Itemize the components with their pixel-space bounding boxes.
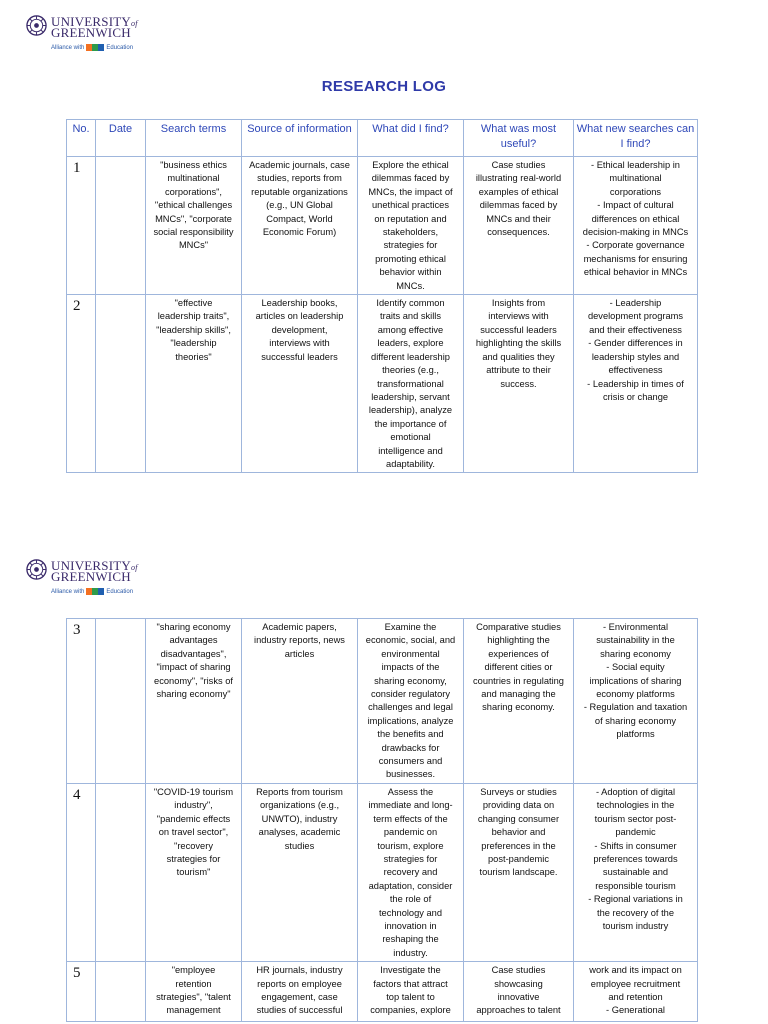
cell-text-line: platforms <box>616 729 655 740</box>
university-name-line1: UNIVERSITY <box>51 558 131 573</box>
cell-text-line: "sharing economy <box>156 622 231 632</box>
table-row <box>67 619 698 784</box>
cell-text-line: implications, analyze <box>367 715 454 726</box>
university-name-line1: UNIVERSITY <box>51 14 131 29</box>
cell-text-line: top talent to <box>386 991 435 1002</box>
cell-text-line: innovative <box>497 991 540 1002</box>
cell-text-line: organizations (e.g., <box>259 800 340 811</box>
cell-text-line: and managing the <box>481 689 556 700</box>
source-cell <box>242 157 358 295</box>
cell-text-line: on reputation and <box>374 213 447 224</box>
page-title: RESEARCH LOG <box>321 78 447 95</box>
header-no: No. <box>67 120 96 157</box>
search-terms-cell <box>146 295 242 473</box>
cell-text-line: studies of successful <box>256 1005 343 1016</box>
cell-text-line: leadership styles and <box>591 351 680 362</box>
fpt-logo-icon <box>86 44 104 51</box>
cell-text-line: disadvantages", <box>160 648 227 659</box>
cell-text-line: and qualities they <box>482 351 555 362</box>
cell-text-line: leadership, servant <box>371 391 450 402</box>
cell-text-line: Examine the <box>384 622 437 632</box>
cell-text-line: countries in regulating <box>473 675 564 686</box>
header-new-searches: What new searches can I find? <box>574 120 698 157</box>
cell-text-line: among effective <box>377 324 444 335</box>
row-number: 3 <box>67 619 96 784</box>
cell-text-line: companies, explore <box>370 1005 451 1016</box>
cell-text-line: technologies in the <box>596 800 675 811</box>
cell-text-line: reports on employee <box>257 978 342 989</box>
cell-text-line: decision-making in MNCs <box>582 227 689 238</box>
cell-text-line: Reports from tourism <box>256 786 343 797</box>
cell-text-line: transformational <box>377 378 444 389</box>
cell-text-line: and retention <box>608 991 663 1002</box>
cell-text-line: reshaping the <box>382 934 439 945</box>
new-searches-cell <box>574 295 698 473</box>
cell-text-line: "leadership skills", <box>156 324 231 335</box>
cell-text-line: retention <box>175 978 212 989</box>
cell-text-line: - Regional variations in <box>588 894 683 905</box>
cell-text-line: - Gender differences in <box>588 338 683 349</box>
cell-text-line: tourism industry <box>602 920 669 931</box>
cell-text-line: successful leaders <box>261 351 338 362</box>
cell-text-line: stakeholders, <box>382 227 439 238</box>
cell-text-line: articles on leadership <box>255 311 344 322</box>
cell-text-line: crisis or change <box>602 391 669 402</box>
useful-cell <box>464 962 574 1022</box>
cell-text-line: "business ethics <box>160 160 227 170</box>
cell-text-line: Assess the <box>387 786 434 797</box>
useful-cell <box>464 295 574 473</box>
new-searches-cell <box>574 619 698 784</box>
university-logo <box>26 558 166 598</box>
cell-text-line: "effective <box>174 298 213 309</box>
cell-text-line: immediate and long- <box>368 800 453 811</box>
cell-text-line: management <box>166 1005 221 1016</box>
cell-text-line: theories" <box>175 351 212 362</box>
cell-text-line: consequences. <box>487 227 550 238</box>
useful-cell <box>464 619 574 784</box>
date-cell <box>96 962 146 1022</box>
cell-text-line: environmental <box>381 648 440 659</box>
cell-text-line: term effects of the <box>373 813 448 824</box>
cell-text-line: Investigate the <box>380 965 441 976</box>
cell-text-line: Academic papers, <box>262 622 337 632</box>
cell-text-line: "employee <box>171 965 216 976</box>
university-name-of: of <box>131 563 138 572</box>
logo-tagline <box>51 44 133 51</box>
table-body <box>67 619 698 1022</box>
fpt-logo-icon <box>86 588 104 595</box>
cell-text-line: analyses, academic <box>258 827 341 838</box>
found-cell <box>358 783 464 961</box>
cell-text-line: Leadership books, <box>261 298 338 309</box>
cell-text-line: social responsibility <box>153 227 234 238</box>
cell-text-line: corporations", <box>164 186 223 197</box>
cell-text-line: pandemic <box>615 827 656 838</box>
cell-text-line: - Shifts in consumer <box>594 840 677 851</box>
university-seal-icon <box>26 559 47 580</box>
research-log-table-continued <box>66 618 698 1022</box>
cell-text-line: technology and <box>378 907 443 918</box>
cell-text-line: sustainability in the <box>596 635 675 646</box>
cell-text-line: multinational <box>609 173 662 184</box>
cell-text-line: MNCs", "corporate <box>155 213 232 224</box>
cell-text-line: behavior within <box>379 267 442 278</box>
cell-text-line: and their effectiveness <box>589 324 682 335</box>
cell-text-line: MNCs. <box>396 280 425 291</box>
header-found: What did I find? <box>358 120 464 157</box>
cell-text-line: Economic Forum) <box>262 227 337 238</box>
cell-text-line: success. <box>500 378 537 389</box>
cell-text-line: - Leadership <box>609 298 662 309</box>
page-1 <box>0 0 768 500</box>
university-seal-icon <box>26 15 47 36</box>
university-name-line2: GREENWICH <box>51 569 131 584</box>
cell-text-line: effectiveness <box>608 365 663 376</box>
cell-text-line: traits and skills <box>380 311 441 322</box>
date-cell <box>96 783 146 961</box>
cell-text-line: the recovery of the <box>597 907 674 918</box>
cell-text-line: challenges and legal <box>368 702 453 713</box>
logo-tagline <box>51 588 133 595</box>
cell-text-line: "pandemic effects <box>156 813 231 824</box>
useful-cell <box>464 783 574 961</box>
cell-text-line: preferences towards <box>593 853 678 864</box>
new-searches-cell <box>574 962 698 1022</box>
cell-text-line: - Generational <box>606 1005 665 1016</box>
cell-text-line: tourism sector post- <box>594 813 677 824</box>
cell-text-line: advantages <box>169 635 218 646</box>
cell-text-line: experiences of <box>488 648 549 659</box>
cell-text-line: the role of <box>389 894 432 905</box>
cell-text-line: - Environmental <box>602 622 669 632</box>
university-name-line2: GREENWICH <box>51 25 131 40</box>
header-date: Date <box>96 120 146 157</box>
cell-text-line: changing consumer <box>477 813 560 824</box>
cell-text-line: successful leaders <box>480 324 557 335</box>
page-2 <box>0 548 768 1024</box>
cell-text-line: post-pandemic <box>488 853 549 864</box>
cell-text-line: different leadership <box>371 351 450 362</box>
cell-text-line: consumers and <box>378 756 443 767</box>
row-number: 5 <box>67 962 96 1022</box>
cell-text-line: economy platforms <box>596 689 675 700</box>
cell-text-line: tourism, explore <box>377 840 444 851</box>
cell-text-line: MNCs, the impact of <box>368 186 453 197</box>
new-searches-cell <box>574 157 698 295</box>
table-row <box>67 783 698 961</box>
date-cell <box>96 157 146 295</box>
cell-text-line: implications of sharing <box>589 675 682 686</box>
cell-text-line: interviews with <box>488 311 549 322</box>
cell-text-line: intelligence and <box>378 445 443 456</box>
cell-text-line: leadership), analyze <box>368 405 453 416</box>
source-cell <box>242 295 358 473</box>
cell-text-line: pandemic on <box>383 827 438 838</box>
cell-text-line: MNCs" <box>178 240 209 251</box>
table-body <box>67 157 698 473</box>
cell-text-line: - Ethical leadership in <box>591 160 680 170</box>
cell-text-line: sharing economy, <box>374 675 447 686</box>
cell-text-line: development, <box>271 324 328 335</box>
row-number: 4 <box>67 783 96 961</box>
cell-text-line: highlighting the <box>487 635 550 646</box>
cell-text-line: Compact, World <box>266 213 333 224</box>
cell-text-line: sharing economy. <box>482 702 555 713</box>
cell-text-line: recovery and <box>383 867 438 878</box>
tagline-suffix: Education <box>106 589 134 596</box>
cell-text-line: studies, reports from <box>257 173 342 184</box>
search-terms-cell <box>146 157 242 295</box>
cell-text-line: tourism landscape. <box>479 867 558 878</box>
research-log-table <box>66 119 698 473</box>
cell-text-line: Surveys or studies <box>480 786 557 797</box>
cell-text-line: unethical practices <box>372 200 449 211</box>
cell-text-line: approaches to talent <box>476 1005 561 1016</box>
tagline-prefix: Alliance with <box>51 589 85 596</box>
cell-text-line: engagement, case <box>261 991 338 1002</box>
cell-text-line: behavior and <box>491 827 546 838</box>
university-logo <box>26 14 166 54</box>
cell-text-line: leadership traits", <box>157 311 230 322</box>
header-source: Source of information <box>242 120 358 157</box>
table-row <box>67 295 698 473</box>
cell-text-line: Identify common <box>376 298 445 309</box>
table-header-row <box>67 120 698 157</box>
cell-text-line: leaders, explore <box>377 338 444 349</box>
cell-text-line: corporations <box>609 186 662 197</box>
cell-text-line: strategies for <box>166 853 221 864</box>
search-terms-cell <box>146 783 242 961</box>
row-number: 2 <box>67 295 96 473</box>
table-row <box>67 157 698 295</box>
row-number: 1 <box>67 157 96 295</box>
cell-text-line: sharing economy" <box>156 689 231 700</box>
cell-text-line: development programs <box>587 311 684 322</box>
cell-text-line: articles <box>284 648 315 659</box>
cell-text-line: work and its impact on <box>589 965 682 976</box>
cell-text-line: - Social equity <box>606 662 665 673</box>
found-cell <box>358 619 464 784</box>
cell-text-line: showcasing <box>494 978 543 989</box>
university-name-of: of <box>131 19 138 28</box>
cell-text-line: strategies for <box>383 240 438 251</box>
cell-text-line: mechanisms for ensuring <box>583 253 688 264</box>
cell-text-line: differences on ethical <box>591 213 680 224</box>
found-cell <box>358 962 464 1022</box>
source-cell <box>242 783 358 961</box>
header-search-terms: Search terms <box>146 120 242 157</box>
cell-text-line: "ethical challenges <box>154 200 233 211</box>
cell-text-line: UNWTO), industry <box>261 813 338 824</box>
cell-text-line: factors that attract <box>373 978 448 989</box>
cell-text-line: dilemmas faced by <box>371 173 450 184</box>
cell-text-line: reputable organizations <box>251 186 348 197</box>
cell-text-line: Explore the ethical <box>372 160 449 170</box>
cell-text-line: - Adoption of digital <box>595 786 676 797</box>
cell-text-line: strategies for <box>383 853 438 864</box>
cell-text-line: sustainable and <box>602 867 669 878</box>
cell-text-line: impacts of the <box>381 662 440 673</box>
found-cell <box>358 157 464 295</box>
source-cell <box>242 619 358 784</box>
cell-text-line: "impact of sharing <box>156 662 231 673</box>
cell-text-line: - Leadership in times of <box>587 378 684 389</box>
cell-text-line: on travel sector", <box>158 827 229 838</box>
useful-cell <box>464 157 574 295</box>
cell-text-line: - Impact of cultural <box>597 200 674 211</box>
cell-text-line: - Regulation and taxation <box>583 702 688 713</box>
search-terms-cell <box>146 619 242 784</box>
cell-text-line: innovation in <box>384 920 437 931</box>
search-terms-cell <box>146 962 242 1022</box>
cell-text-line: the benefits and <box>377 729 444 740</box>
cell-text-line: Insights from <box>491 298 546 309</box>
cell-text-line: industry reports, news <box>254 635 345 646</box>
cell-text-line: "recovery <box>174 840 213 851</box>
cell-text-line: - Corporate governance <box>586 240 685 251</box>
cell-text-line: adaptability. <box>386 458 435 469</box>
cell-text-line: MNCs and their <box>486 213 551 224</box>
source-cell <box>242 962 358 1022</box>
cell-text-line: strategies", "talent <box>156 991 231 1002</box>
cell-text-line: preferences in the <box>481 840 556 851</box>
cell-text-line: Academic journals, case <box>249 160 350 170</box>
cell-text-line: tourism" <box>176 867 211 878</box>
cell-text-line: Case studies <box>491 160 546 170</box>
cell-text-line: of sharing economy <box>594 715 677 726</box>
new-searches-cell <box>574 783 698 961</box>
cell-text-line: employee recruitment <box>590 978 681 989</box>
cell-text-line: studies <box>284 840 315 851</box>
cell-text-line: promoting ethical <box>375 253 446 264</box>
cell-text-line: dilemmas faced by <box>479 200 558 211</box>
cell-text-line: adaptation, consider <box>368 880 453 891</box>
cell-text-line: the importance of <box>374 418 447 429</box>
cell-text-line: interviews with <box>269 338 330 349</box>
cell-text-line: highlighting the skills <box>475 338 562 349</box>
date-cell <box>96 295 146 473</box>
cell-text-line: Comparative studies <box>476 622 561 632</box>
cell-text-line: businesses. <box>385 769 436 780</box>
cell-text-line: emotional <box>390 432 431 443</box>
cell-text-line: (e.g., UN Global <box>266 200 333 211</box>
cell-text-line: economic, social, and <box>365 635 456 646</box>
found-cell <box>358 295 464 473</box>
header-useful: What was most useful? <box>464 120 574 157</box>
cell-text-line: "COVID-19 tourism <box>153 786 234 797</box>
cell-text-line: Case studies <box>491 965 546 976</box>
cell-text-line: different cities or <box>484 662 553 673</box>
cell-text-line: drawbacks for <box>381 742 440 753</box>
cell-text-line: industry", <box>174 800 213 811</box>
table-row <box>67 962 698 1022</box>
cell-text-line: multinational <box>167 173 220 184</box>
cell-text-line: industry. <box>393 947 428 958</box>
cell-text-line: attribute to their <box>486 365 551 376</box>
cell-text-line: theories (e.g., <box>382 365 439 376</box>
cell-text-line: ethical behavior in MNCs <box>583 267 688 278</box>
cell-text-line: illustrating real-world <box>475 173 562 184</box>
date-cell <box>96 619 146 784</box>
tagline-prefix: Alliance with <box>51 45 85 52</box>
cell-text-line: sharing economy <box>600 648 671 659</box>
cell-text-line: examples of ethical <box>478 186 559 197</box>
cell-text-line: responsible tourism <box>595 880 676 891</box>
tagline-suffix: Education <box>106 45 134 52</box>
cell-text-line: consider regulatory <box>370 689 451 700</box>
cell-text-line: providing data on <box>482 800 555 811</box>
cell-text-line: "leadership <box>170 338 217 349</box>
cell-text-line: economy", "risks of <box>154 675 233 686</box>
cell-text-line: HR journals, industry <box>256 965 343 976</box>
